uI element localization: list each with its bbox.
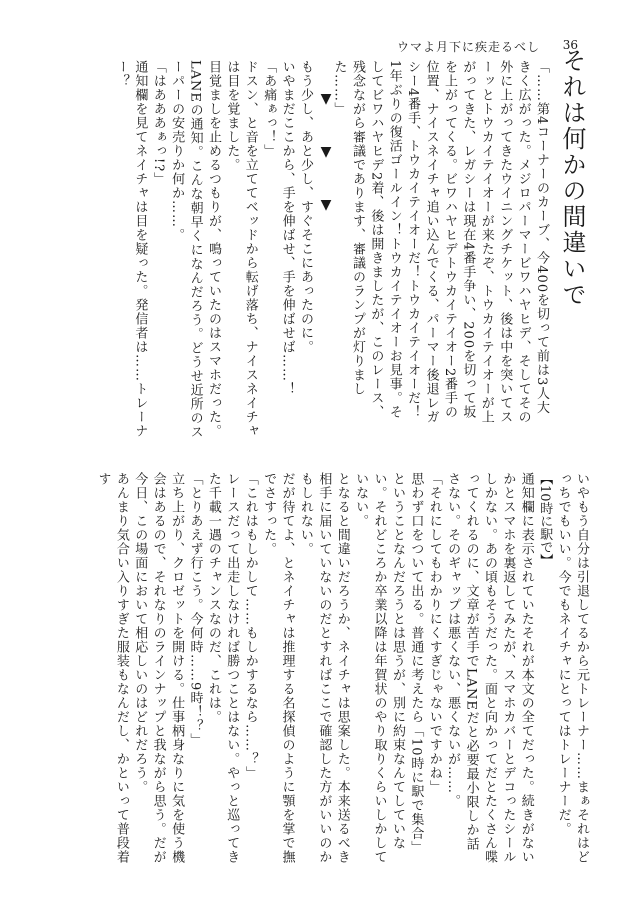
paragraph: いやまだここから、手を伸ばせ、手を伸ばせば……！ xyxy=(279,60,295,396)
paragraph: 「それにしてもわかりにくすぎじゃないですかね」 xyxy=(426,472,442,794)
paragraph: 「……第4コーナーのカーブ、今400を切って前は3人大きく広がった。メジロパーマービワハヤヒデ、そしてその外に上がってきたウイニングチケット、後は中を突いてスーッとトウカイテイオーが来たぞ、トウカイテイオーが上がってきた、レガシーは現在4番手争い、200を切って坂を上がってくる。ビワハヤヒデトウカイテイオー2番手の位置、ナイスネイチャ追い込んでくる、パーマー後退レガシー4番手、トウカイテイオーだ！トウカイテイオーだ！1年ぶりの復活ゴールイン！トウカイテイオーお見事。そしてビワハヤヒデ2着、後は開きましたが、このレース、残念ながら審議であります、審議のランプが灯りました……」 xyxy=(331,60,549,424)
scene-separator xyxy=(318,92,334,212)
running-title: ウマよ月下に疾走るべし xyxy=(396,40,540,54)
paragraph: 通知欄に表示されていたそれが本文の全てだった。続きがないかとスマホを裏返してみたが、スマホカバーとデコったシールしかない。あの頃もそうだった。面と向かってだとたくさん喋ってくれるのに、文章が苦手でLANEだと必要最小限しか話さない。そのギャップは悪くない、悪くないが……。 xyxy=(445,472,534,864)
paragraph: 立ち上がり、クロゼットを開ける。仕事柄身なりに気を使う機会はあるので、それなりのラインナップと我ながら思う。だが今日、この場面において相応しいのはどれだろう。 xyxy=(132,472,185,864)
triangle-down-icon: ▼ xyxy=(320,144,332,160)
paragraph: 通知欄を見てネイチャは目を疑った。発信者は……トレーナー？ xyxy=(113,60,148,438)
paragraph: 「これはもしかして……もしかするなら……？」 xyxy=(242,472,258,780)
triangle-down-icon: ▼ xyxy=(320,197,332,213)
paragraph: だが待てよ、とネイチャは推理する名探偵のように顎を掌で撫でさすった。 xyxy=(261,472,295,864)
paragraph: 「あ痛ぁっ！」 xyxy=(261,60,277,158)
page-number: 36 xyxy=(562,38,578,52)
chapter-title: それは何かの間違いで xyxy=(558,48,586,308)
paragraph: 目覚ましを止めるつもりが、鳴っていたのはスマホだった。LANEの通知。こんな朝早くになんだろう。どうせ近所のスーパーの安売りか何か……。 xyxy=(169,60,221,439)
paragraph: となると間違いだろうか、ネイチャは思案した。本来送るべき相手に届いていないのだとすればここで確認した方がいいのかもしれない。 xyxy=(297,472,350,864)
paragraph: 【10時に駅で】 xyxy=(537,472,553,567)
paragraph: もう少し、あと少し、すぐそこにあったのに。 xyxy=(298,60,313,354)
paragraph: 思わず口をついて出る。普通に考えたら「10時に駅で集合」ということなんだろうとは思うが、別に約束なんてしていない。それどころか卒業以降は年賀状のやり取りくらいしかしていない。 xyxy=(353,472,424,864)
triangle-down-icon: ▼ xyxy=(320,91,332,107)
paragraph: あんまり気合い入りすぎた服装もなんだし、かといって普段着す xyxy=(95,472,129,864)
paragraph: ドスン、と音を立ててベッドから転げ落ち、ナイスネイチャは目を覚ました。 xyxy=(224,60,258,438)
paragraph: 「とりあえず行こう。今何時……9時！？」 xyxy=(187,472,203,748)
upper-left-text-block xyxy=(56,60,314,440)
paragraph: 「はあああぁっ!?」 xyxy=(150,60,166,187)
paragraph: いやもう自分は引退してるから元トレーナー……まぁそれはどっちでもいい。今でもネイチャにとってはトレーナーだ。 xyxy=(555,472,589,864)
lower-text-block xyxy=(56,472,590,864)
paragraph: レースだって出走しなければ勝つことはない。やっと巡ってきた千載一遇のチャンスなのだ、これは。 xyxy=(205,472,240,864)
